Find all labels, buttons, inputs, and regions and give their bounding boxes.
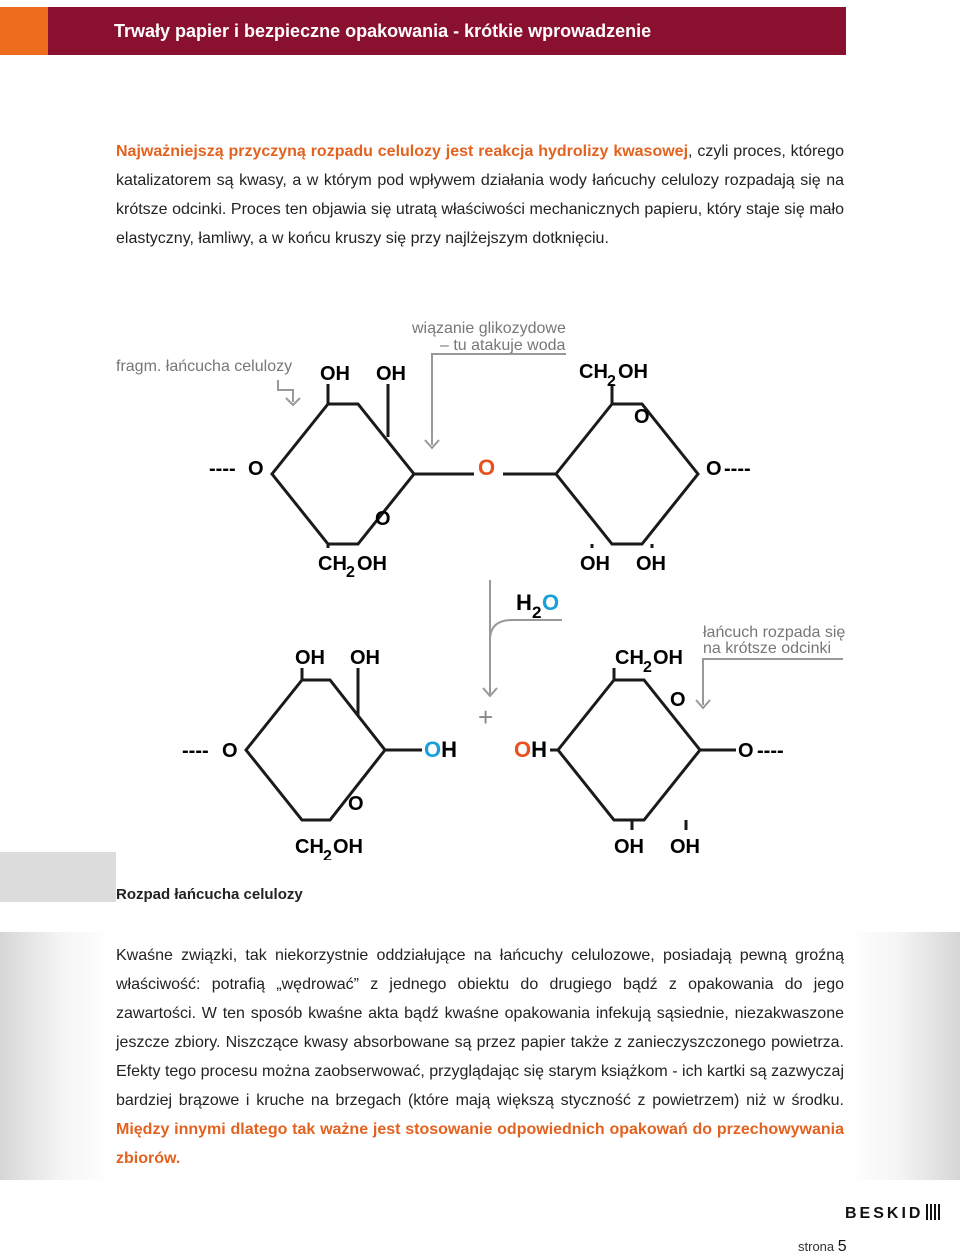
intro-text: , czyli proces, którego katalizatorem są kwasy, a w którym pod wpływem działania wody łańcuchy celulozy rozpadają się na krótsze odcinki. Proces ten objawia się utratą właściwości mechanicznych papieru, który staje się mało elastyczny, łamliwy, a w końcu kruszy się przy najlżejszym dotknięciu. — [116, 143, 845, 247]
ch-bl: CH — [295, 836, 324, 858]
label-fragment: fragm. łańcucha celulozy — [116, 358, 293, 375]
oh-br-start-h: H — [531, 737, 548, 762]
plus-sign: + — [478, 702, 494, 732]
o-glycosidic: O — [478, 455, 496, 480]
water-sub2: 2 — [532, 603, 542, 622]
sub2-bl: 2 — [323, 848, 332, 860]
oh-bl-end-o: O — [424, 737, 442, 762]
oh-bl-2: OH — [350, 647, 380, 669]
bond-arrow — [432, 354, 566, 445]
dashes-top-right: ---- — [724, 458, 751, 480]
cellulose-hydrolysis-diagram — [0, 300, 960, 860]
oh-br-start-o: O — [514, 737, 532, 762]
o-top-left: O — [248, 458, 264, 480]
page-label: strona — [798, 1239, 835, 1254]
oh-bl-end-h: H — [441, 737, 458, 762]
sub2-top-right: 2 — [607, 373, 616, 390]
label-break-1: łańcuch rozpada się — [703, 624, 846, 641]
oh-top-2: OH — [376, 363, 406, 385]
beskid-logo — [845, 1204, 940, 1223]
page-number — [798, 1238, 847, 1256]
oh-bl-end — [424, 737, 457, 762]
o-ring-bl: O — [348, 793, 364, 815]
top-left-ring — [272, 384, 414, 548]
logo-text: BESKID — [845, 1205, 924, 1222]
label-bond-2: – tu atakuje woda — [440, 337, 566, 354]
bottom-left-ring — [246, 668, 422, 820]
oh-br-1: OH — [614, 836, 644, 858]
o-br: O — [738, 740, 754, 762]
ch-br: CH — [615, 647, 644, 669]
water-h: H — [516, 590, 532, 615]
break-arrow — [703, 659, 843, 705]
figure-caption: Rozpad łańcucha celulozy — [116, 886, 303, 903]
water-o: O — [542, 590, 560, 615]
top-right-ring — [556, 384, 698, 548]
label-bond-1: wiązanie glikozydowe — [412, 320, 566, 337]
oh-br-2: OH — [670, 836, 700, 858]
o-top-right: O — [706, 458, 722, 480]
page-number-value: 5 — [837, 1238, 847, 1255]
oh-br-start — [514, 737, 547, 762]
page-title: Trwały papier i bezpieczne opakowania - krótkie wprowadzenie — [48, 7, 846, 55]
oh-bl-ch: OH — [333, 836, 363, 858]
sub2-br: 2 — [643, 659, 652, 676]
o-ring-br: O — [670, 689, 686, 711]
oh-top-1: OH — [320, 363, 350, 385]
logo-bars-icon — [926, 1204, 940, 1220]
bottom-right-ring — [550, 668, 736, 830]
dashes-bl: ---- — [182, 740, 209, 762]
sub2-top-left: 2 — [346, 564, 355, 581]
oh-bottom-right-1: OH — [580, 553, 610, 575]
ch-top-right: CH — [579, 361, 608, 383]
header-accent — [0, 7, 48, 55]
oh-bottom-right-2: OH — [636, 553, 666, 575]
dashes-top-left: ---- — [209, 458, 236, 480]
oh-br-ch: OH — [653, 647, 683, 669]
body-text: Kwaśne związki, tak niekorzystnie oddziałujące na łańcuchy celulozowe, posiadają pewną groźną właściwość: potrafią „wędrować” z jednego obiektu do drugiego bądź z opakowania do jego zawartości. W ten sposób kwaśne akta bądź kwaśne opakowania infekują sąsiednie, niezakwaszone jeszcze zbiory. Niszczące kwasy absorbowane są przez papier także z zanieczyszczonego powietrza. Efekty tego procesu można zaobserwować, przyglądając się starym książkom - ich kartki są zazwyczaj bardziej brązowe i kruche na brzegach (które mają większą styczność z powietrzem) niż w środku. — [116, 947, 844, 1109]
ch-top-left: CH — [318, 553, 347, 575]
label-break-2: na krótsze odcinki — [703, 640, 832, 657]
o-ring-top-right: O — [634, 406, 650, 428]
o-ring-top-left: O — [375, 508, 391, 530]
body-paragraph — [116, 941, 844, 1173]
oh-top-left-ch: OH — [357, 553, 387, 575]
intro-paragraph — [116, 137, 844, 253]
oh-bl-1: OH — [295, 647, 325, 669]
intro-highlight: Najważniejszą przyczyną rozpadu celulozy jest reakcja hydrolizy kwasowej — [116, 143, 689, 160]
water-arrow — [490, 620, 562, 640]
caption-band — [0, 852, 116, 902]
o-bl: O — [222, 740, 238, 762]
body-highlight: Między innymi dlatego tak ważne jest stosowanie odpowiednich opakowań do przechowywania zbiorów. — [116, 1121, 844, 1167]
dashes-br: ---- — [757, 740, 784, 762]
oh-top-right-ch: OH — [618, 361, 648, 383]
